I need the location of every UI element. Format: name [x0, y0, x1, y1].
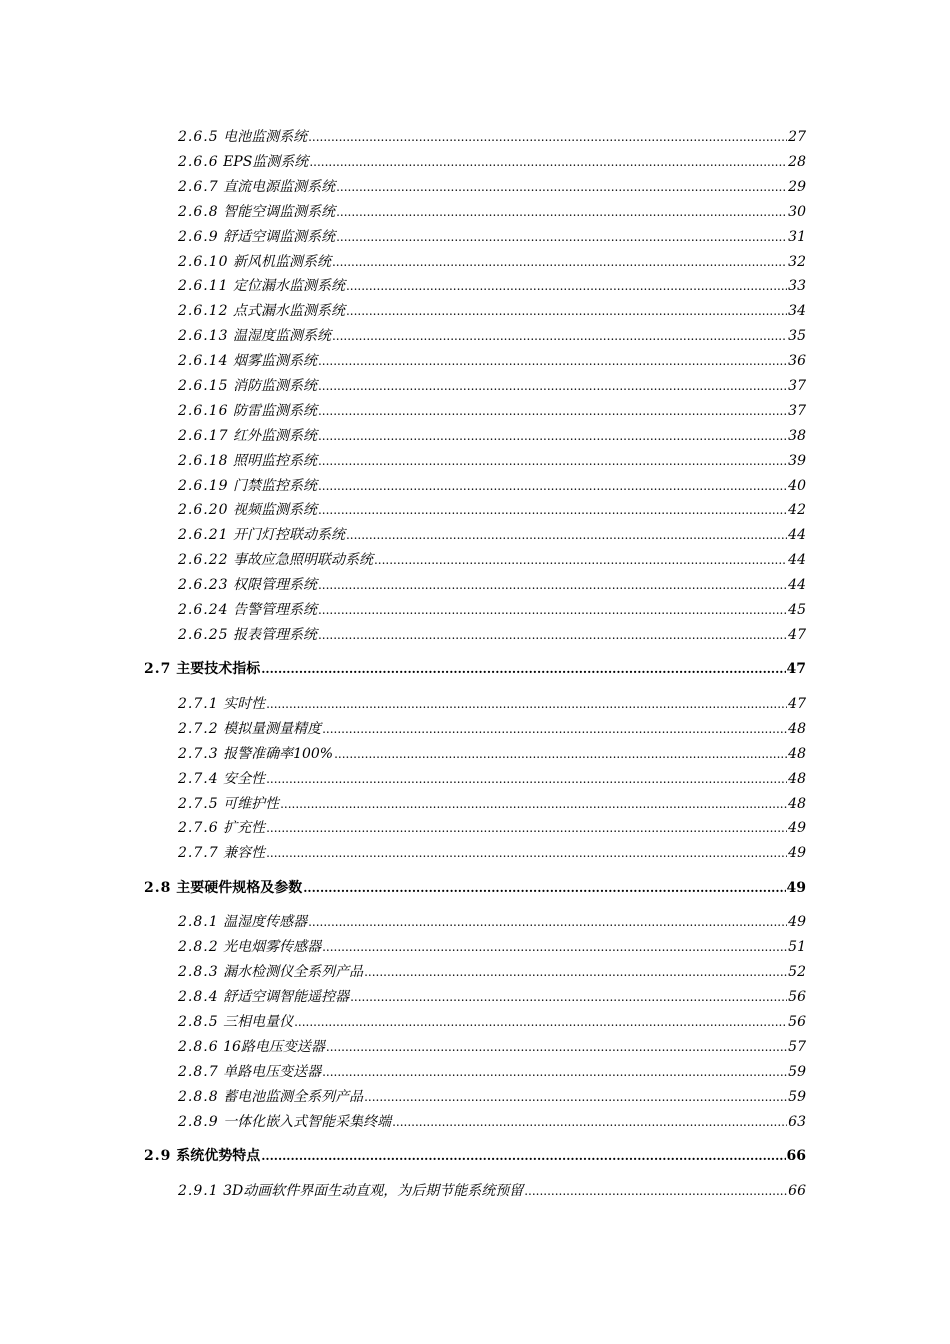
toc-entry-page-number: 37 — [788, 378, 806, 394]
toc-entry-number: 2.6.19 — [178, 478, 229, 494]
toc-entry-title: 实时性 — [223, 696, 266, 712]
toc-entry-page-number: 32 — [788, 254, 806, 270]
toc-entry-title: 蓄电池监测全系列产品 — [223, 1089, 364, 1105]
toc-entry-number: 2.6.8 — [178, 204, 219, 220]
toc-entry-number: 2.6.23 — [178, 577, 229, 593]
toc-dot-leader — [318, 601, 787, 619]
toc-entry-page-number: 30 — [788, 204, 806, 220]
toc-entry-title: 一体化嵌入式智能采集终端 — [223, 1114, 392, 1130]
toc-dot-leader — [266, 844, 787, 862]
toc-entry-title: 舒适空调监测系统 — [223, 229, 336, 245]
toc-entry-page-number: 49 — [788, 820, 806, 836]
toc-subsection-entry[interactable] — [178, 302, 806, 320]
toc-entry-page-number: 44 — [788, 577, 806, 593]
toc-subsection-entry[interactable] — [178, 253, 806, 271]
toc-dot-leader — [364, 963, 787, 981]
toc-dot-leader — [261, 1147, 785, 1165]
toc-subsection-entry[interactable] — [178, 203, 806, 221]
toc-entry-page-number: 51 — [788, 939, 806, 955]
toc-entry-page-number: 35 — [788, 328, 806, 344]
toc-entry-number: 2.6.11 — [178, 278, 229, 294]
toc-entry-page-number: 48 — [788, 746, 806, 762]
toc-subsection-entry[interactable] — [178, 477, 806, 495]
toc-entry-number: 2.7.3 — [178, 746, 219, 762]
toc-entry-page-number: 49 — [788, 845, 806, 861]
toc-entry-page-number: 57 — [788, 1039, 806, 1055]
toc-dot-leader — [318, 427, 787, 445]
toc-subsection-entry[interactable] — [178, 1088, 806, 1106]
toc-entry-number: 2.6.20 — [178, 502, 229, 518]
toc-dot-leader — [350, 988, 787, 1006]
toc-dot-leader — [326, 1038, 787, 1056]
toc-entry-title: 16路电压变送器 — [223, 1039, 325, 1055]
toc-entry-number: 2.8.9 — [178, 1114, 219, 1130]
toc-dot-leader — [332, 253, 787, 271]
toc-subsection-entry[interactable] — [178, 1013, 806, 1031]
toc-entry-page-number: 47 — [788, 627, 806, 643]
toc-entry-title: 三相电量仪 — [223, 1014, 294, 1030]
toc-subsection-entry[interactable] — [178, 844, 806, 862]
toc-dot-leader — [318, 477, 787, 495]
toc-entry-number: 2.6.22 — [178, 552, 229, 568]
toc-entry-number: 2.7 — [144, 661, 172, 677]
toc-dot-leader — [392, 1113, 787, 1131]
toc-subsection-entry[interactable] — [178, 963, 806, 981]
toc-subsection-entry[interactable] — [178, 327, 806, 345]
toc-entry-page-number: 59 — [788, 1089, 806, 1105]
toc-entry-number: 2.8.2 — [178, 939, 219, 955]
toc-entry-title: 光电烟雾传感器 — [223, 939, 322, 955]
toc-entry-title: 门禁监控系统 — [232, 478, 317, 494]
toc-subsection-entry[interactable] — [178, 501, 806, 519]
toc-subsection-entry[interactable] — [178, 913, 806, 931]
toc-entry-number: 2.6.10 — [178, 254, 229, 270]
toc-subsection-entry[interactable] — [178, 377, 806, 395]
toc-entry-number: 2.6.18 — [178, 453, 229, 469]
toc-subsection-entry[interactable] — [178, 745, 806, 763]
toc-subsection-entry[interactable] — [178, 128, 806, 146]
toc-dot-leader — [318, 402, 787, 420]
toc-entry-title: 定位漏水监测系统 — [232, 278, 345, 294]
toc-dot-leader — [303, 879, 785, 897]
toc-entry-title: 新风机监测系统 — [232, 254, 331, 270]
toc-dot-leader — [318, 377, 787, 395]
toc-entry-number: 2.6.16 — [178, 403, 229, 419]
toc-entry-title: 事故应急照明联动系统 — [232, 552, 373, 568]
toc-entry-number: 2.6.25 — [178, 627, 229, 643]
toc-entry-number: 2.8.6 — [178, 1039, 219, 1055]
toc-entry-title: 告警管理系统 — [232, 602, 317, 618]
toc-entry-number: 2.6.14 — [178, 353, 229, 369]
toc-dot-leader — [261, 660, 785, 678]
toc-subsection-entry[interactable] — [178, 626, 806, 644]
toc-dot-leader — [346, 277, 787, 295]
toc-dot-leader — [266, 770, 787, 788]
toc-entry-page-number: 56 — [788, 989, 806, 1005]
toc-entry-title: 温湿度传感器 — [223, 914, 308, 930]
toc-entry-title: 单路电压变送器 — [223, 1064, 322, 1080]
toc-entry-title: 报警准确率100% — [223, 746, 334, 762]
toc-dot-leader — [318, 576, 787, 594]
toc-entry-page-number: 44 — [788, 527, 806, 543]
toc-subsection-entry[interactable] — [178, 526, 806, 544]
toc-entry-title: 系统优势特点 — [176, 1148, 261, 1164]
toc-entry-number: 2.6.7 — [178, 179, 219, 195]
toc-dot-leader — [346, 526, 787, 544]
toc-entry-title: 主要硬件规格及参数 — [176, 880, 303, 896]
toc-subsection-entry[interactable] — [178, 988, 806, 1006]
toc-entry-page-number: 39 — [788, 453, 806, 469]
toc-entry-number: 2.6.24 — [178, 602, 229, 618]
toc-entry-page-number: 48 — [788, 721, 806, 737]
toc-entry-title: 安全性 — [223, 771, 266, 787]
toc-entry-page-number: 49 — [788, 914, 806, 930]
toc-entry-number: 2.8.7 — [178, 1064, 219, 1080]
toc-entry-number: 2.7.7 — [178, 845, 219, 861]
toc-subsection-entry[interactable] — [178, 1038, 806, 1056]
toc-entry-page-number: 59 — [788, 1064, 806, 1080]
toc-subsection-entry[interactable] — [178, 1063, 806, 1081]
toc-entry-number: 2.6.12 — [178, 303, 229, 319]
toc-entry-number: 2.7.5 — [178, 796, 219, 812]
toc-entry-title: 可维护性 — [223, 796, 280, 812]
toc-entry-number: 2.6.9 — [178, 229, 219, 245]
toc-entry-page-number: 36 — [788, 353, 806, 369]
toc-subsection-entry[interactable] — [178, 277, 806, 295]
toc-entry-number: 2.9 — [144, 1148, 172, 1164]
toc-entry-number: 2.6.15 — [178, 378, 229, 394]
toc-dot-leader — [364, 1088, 787, 1106]
toc-dot-leader — [322, 938, 787, 956]
toc-entry-title: 视频监测系统 — [232, 502, 317, 518]
toc-section-entry[interactable] — [144, 879, 806, 897]
toc-entry-number: 2.8.8 — [178, 1089, 219, 1105]
toc-subsection-entry[interactable] — [178, 153, 806, 171]
toc-entry-page-number: 42 — [788, 502, 806, 518]
toc-entry-title: 漏水检测仪全系列产品 — [223, 964, 364, 980]
toc-section-entry[interactable] — [144, 1147, 806, 1165]
toc-subsection-entry[interactable] — [178, 452, 806, 470]
toc-entry-title: 兼容性 — [223, 845, 266, 861]
toc-entry-number: 2.6.5 — [178, 129, 219, 145]
toc-dot-leader — [318, 452, 787, 470]
toc-entry-title: 开门灯控联动系统 — [232, 527, 345, 543]
toc-entry-number: 2.8.5 — [178, 1014, 219, 1030]
toc-subsection-entry[interactable] — [178, 427, 806, 445]
toc-subsection-entry[interactable] — [178, 402, 806, 420]
toc-entry-page-number: 45 — [788, 602, 806, 618]
toc-entry-title: 舒适空调智能遥控器 — [223, 989, 350, 1005]
toc-entry-number: 2.7.2 — [178, 721, 219, 737]
toc-entry-title: 电池监测系统 — [223, 129, 308, 145]
toc-subsection-entry[interactable] — [178, 720, 806, 738]
toc-dot-leader — [318, 501, 787, 519]
toc-entry-number: 2.8.4 — [178, 989, 219, 1005]
toc-entry-number: 2.8.3 — [178, 964, 219, 980]
toc-entry-number: 2.6.6 — [178, 154, 219, 170]
toc-entry-title: 扩充性 — [223, 820, 266, 836]
toc-subsection-entry[interactable] — [178, 352, 806, 370]
toc-entry-title: 直流电源监测系统 — [223, 179, 336, 195]
toc-subsection-entry[interactable] — [178, 770, 806, 788]
toc-subsection-entry[interactable] — [178, 795, 806, 813]
toc-subsection-entry[interactable] — [178, 551, 806, 569]
toc-entry-title: 主要技术指标 — [176, 661, 261, 677]
toc-dot-leader — [374, 551, 787, 569]
toc-subsection-entry[interactable] — [178, 819, 806, 837]
toc-entry-page-number: 66 — [786, 1148, 806, 1164]
toc-entry-number: 2.7.4 — [178, 771, 219, 787]
toc-subsection-entry[interactable] — [178, 576, 806, 594]
toc-entry-title: 温湿度监测系统 — [232, 328, 331, 344]
toc-dot-leader — [266, 819, 787, 837]
toc-entry-page-number: 40 — [788, 478, 806, 494]
toc-entry-page-number: 33 — [788, 278, 806, 294]
toc-subsection-entry[interactable] — [178, 1182, 806, 1200]
toc-dot-leader — [336, 203, 787, 221]
toc-entry-page-number: 31 — [788, 229, 806, 245]
toc-entry-page-number: 38 — [788, 428, 806, 444]
toc-dot-leader — [524, 1182, 787, 1200]
toc-dot-leader — [318, 626, 787, 644]
toc-entry-number: 2.6.21 — [178, 527, 229, 543]
toc-entry-page-number: 34 — [788, 303, 806, 319]
toc-entry-page-number: 47 — [786, 661, 806, 677]
toc-subsection-entry[interactable] — [178, 695, 806, 713]
toc-entry-page-number: 28 — [788, 154, 806, 170]
toc-dot-leader — [309, 153, 787, 171]
toc-dot-leader — [318, 352, 787, 370]
toc-dot-leader — [336, 228, 787, 246]
toc-entry-title: EPS监测系统 — [223, 154, 309, 170]
toc-entry-title: 红外监测系统 — [232, 428, 317, 444]
toc-entry-page-number: 52 — [788, 964, 806, 980]
toc-entry-page-number: 37 — [788, 403, 806, 419]
toc-entry-number: 2.6.17 — [178, 428, 229, 444]
toc-entry-page-number: 47 — [788, 696, 806, 712]
toc-section-entry[interactable] — [144, 660, 806, 678]
toc-subsection-entry[interactable] — [178, 1113, 806, 1131]
toc-entry-title: 报表管理系统 — [232, 627, 317, 643]
toc-dot-leader — [280, 795, 787, 813]
toc-dot-leader — [322, 720, 787, 738]
toc-entry-number: 2.8.1 — [178, 914, 219, 930]
toc-entry-page-number: 66 — [788, 1183, 806, 1199]
toc-entry-title: 消防监测系统 — [232, 378, 317, 394]
toc-entry-title: 烟雾监测系统 — [232, 353, 317, 369]
toc-entry-title: 照明监控系统 — [232, 453, 317, 469]
toc-entry-number: 2.7.6 — [178, 820, 219, 836]
toc-entry-number: 2.8 — [144, 880, 172, 896]
toc-entry-title: 权限管理系统 — [232, 577, 317, 593]
toc-subsection-entry[interactable] — [178, 228, 806, 246]
toc-entry-title: 模拟量测量精度 — [223, 721, 322, 737]
toc-subsection-entry[interactable] — [178, 601, 806, 619]
toc-entry-number: 2.9.1 — [178, 1183, 219, 1199]
toc-entry-page-number: 49 — [786, 880, 806, 896]
toc-dot-leader — [332, 327, 787, 345]
toc-dot-leader — [322, 1063, 787, 1081]
toc-subsection-entry[interactable] — [178, 178, 806, 196]
toc-entry-page-number: 48 — [788, 771, 806, 787]
toc-entry-number: 2.6.13 — [178, 328, 229, 344]
toc-dot-leader — [334, 745, 787, 763]
toc-entry-page-number: 63 — [788, 1114, 806, 1130]
toc-dot-leader — [294, 1013, 787, 1031]
toc-entry-page-number: 29 — [788, 179, 806, 195]
toc-entry-page-number: 44 — [788, 552, 806, 568]
toc-dot-leader — [266, 695, 787, 713]
toc-dot-leader — [336, 178, 787, 196]
toc-entry-page-number: 56 — [788, 1014, 806, 1030]
toc-entry-page-number: 27 — [788, 129, 806, 145]
toc-entry-page-number: 48 — [788, 796, 806, 812]
toc-entry-title: 3D动画软件界面生动直观，为后期节能系统预留 — [223, 1183, 524, 1199]
toc-dot-leader — [308, 913, 787, 931]
toc-entry-number: 2.7.1 — [178, 696, 219, 712]
toc-entry-title: 防雷监测系统 — [232, 403, 317, 419]
toc-subsection-entry[interactable] — [178, 938, 806, 956]
toc-dot-leader — [346, 302, 787, 320]
toc-dot-leader — [308, 128, 787, 146]
toc-entry-title: 智能空调监测系统 — [223, 204, 336, 220]
toc-entry-title: 点式漏水监测系统 — [232, 303, 345, 319]
